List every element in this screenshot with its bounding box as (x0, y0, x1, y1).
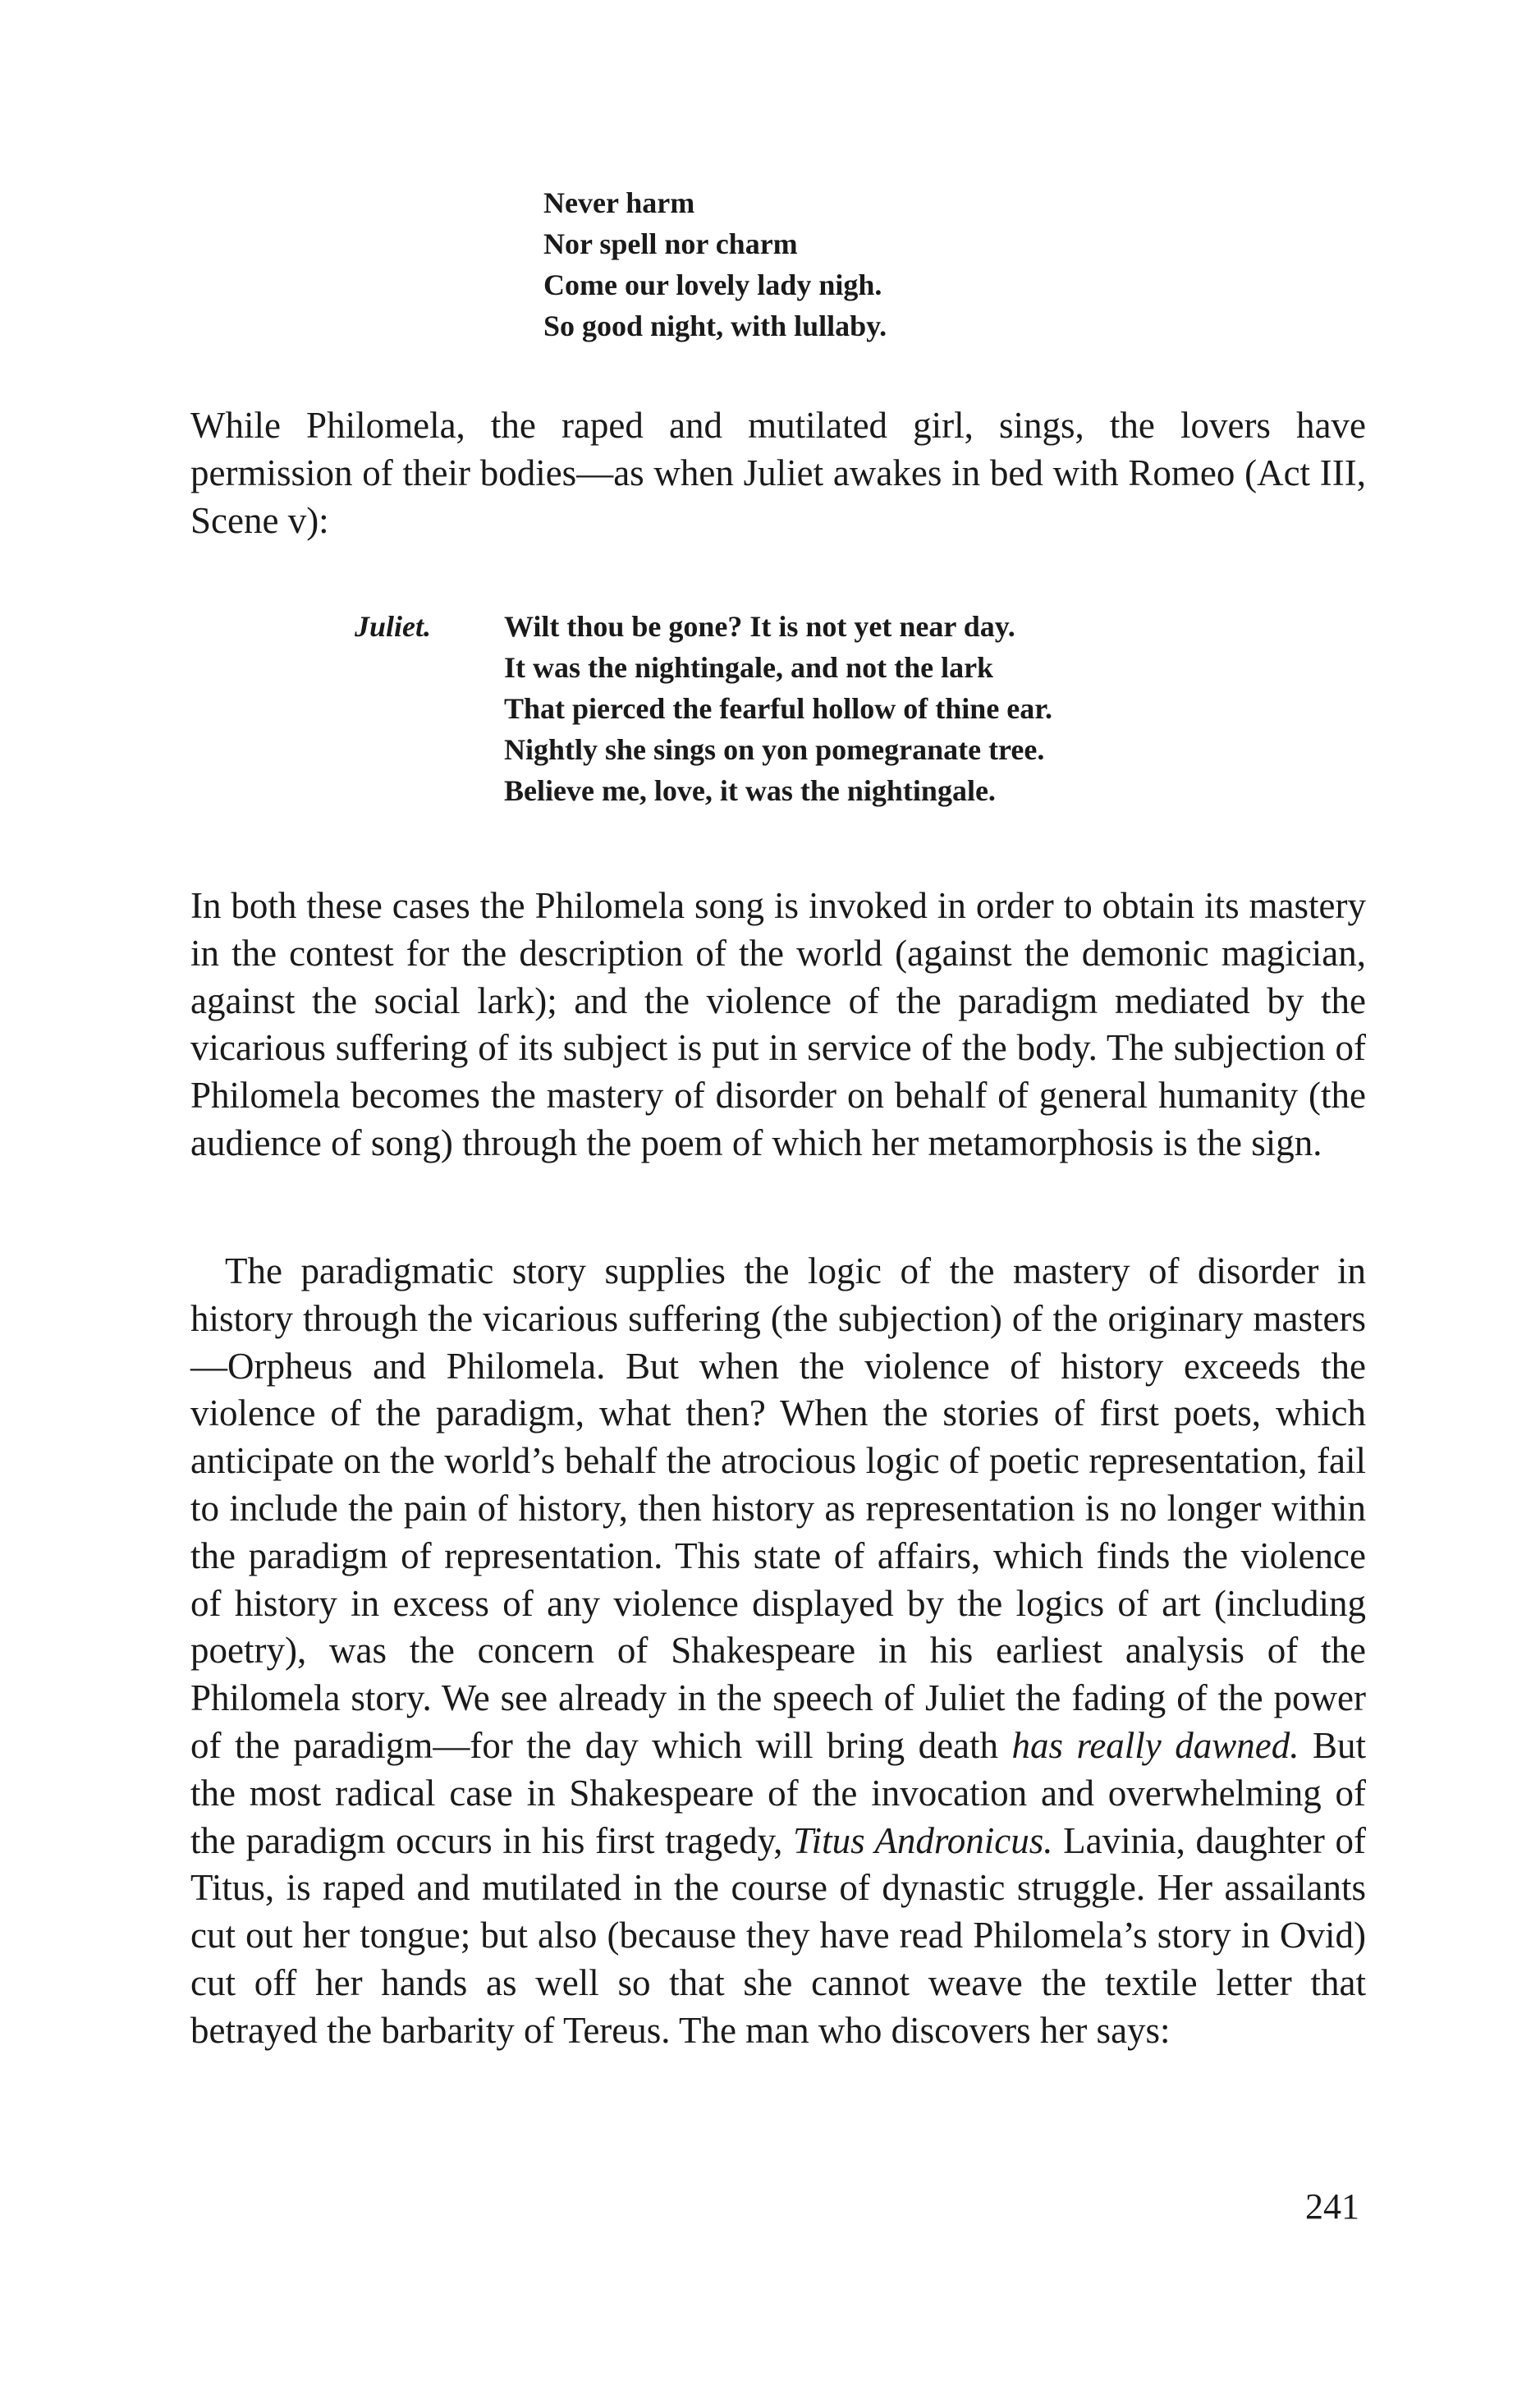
song-line: Nor spell nor charm (543, 227, 798, 260)
song-line: Come our lovely lady nigh. (543, 268, 882, 301)
paragraph-song-invoked: In both these cases the Philomela song is invoked in order to obtain its mastery in the contest for the description of the world (against the demonic magician, against the social lark); and the violence of the paradigm mediated by the vicarious suffering of its subject is put in service of the body. The subjection of Philomela becomes the mastery of disorder on behalf of general humanity (the audience of song) through the poem of which her metamorphosis is the sign. (190, 885, 1366, 1163)
quote-line (355, 606, 1052, 647)
text-run: The paradigmatic story supplies the logic of the mastery of disorder in history through the vicarious suffering (the subjection) of the originary masters—Orpheus and Philomela. But when the violence of history exceeds the violence of the paradigm, what then? When the stories of first poets, which anticipate on the world’s behalf the atrocious logic of poetic representation, fail to include the pain of history, then history as representation is no longer within the paradigm of representation. This state of affairs, which finds the violence of history in excess of any violence displayed by the logics of art (including poetry), was the concern of Shakespeare in his earliest analysis of the Philomela story. We see already in the speech of Juliet the fading of the power of the paradigm—for the day which will bring death (190, 1250, 1366, 1766)
italic-emphasis: has really dawned. (1011, 1724, 1299, 1766)
quote-line-text: It was the nightingale, and not the lark (504, 651, 994, 684)
quote-line-text: Believe me, love, it was the nightingale. (504, 774, 996, 807)
song-verse (543, 182, 887, 346)
paragraph-paradigmatic-story (190, 1248, 1366, 2055)
song-line: So good night, with lullaby. (543, 310, 887, 342)
quote-line (355, 770, 1052, 811)
juliet-quotation (355, 606, 1052, 811)
quote-line (355, 688, 1052, 729)
quote-line (355, 647, 1052, 688)
quote-line-text: Nightly she sings on yon pomegranate tree. (504, 733, 1045, 766)
paragraph-philomela-lovers: While Philomela, the raped and mutilated girl, sings, the lovers have permission of their bodies—as when Juliet awakes in bed with Romeo (Act III, Scene v): (190, 405, 1366, 541)
text-run: But the most radical case in Shakespeare of the invocation and overwhelming of the paradigm occurs in his first tragedy, (190, 1724, 1366, 1861)
page-number: 241 (1305, 2186, 1359, 2227)
quote-speaker: Juliet. (355, 610, 432, 643)
text-run: Lavinia, daughter of Titus, is raped and mutilated in the course of dynastic struggle. Her assailants cut out her tongue; but also (because they have read Philomela’s story in Ovid) cut off her hands as well so that she cannot weave the textile letter that betrayed the barbarity of Tereus. The man who discovers her says: (190, 1819, 1367, 2051)
quote-line-text: Wilt thou be gone? It is not yet near day. (504, 610, 1015, 643)
quote-line (355, 729, 1052, 770)
quote-line-text: That pierced the fearful hollow of thine ear. (504, 692, 1052, 725)
song-line: Never harm (543, 186, 695, 219)
italic-title: Titus Andronicus. (793, 1819, 1053, 1861)
